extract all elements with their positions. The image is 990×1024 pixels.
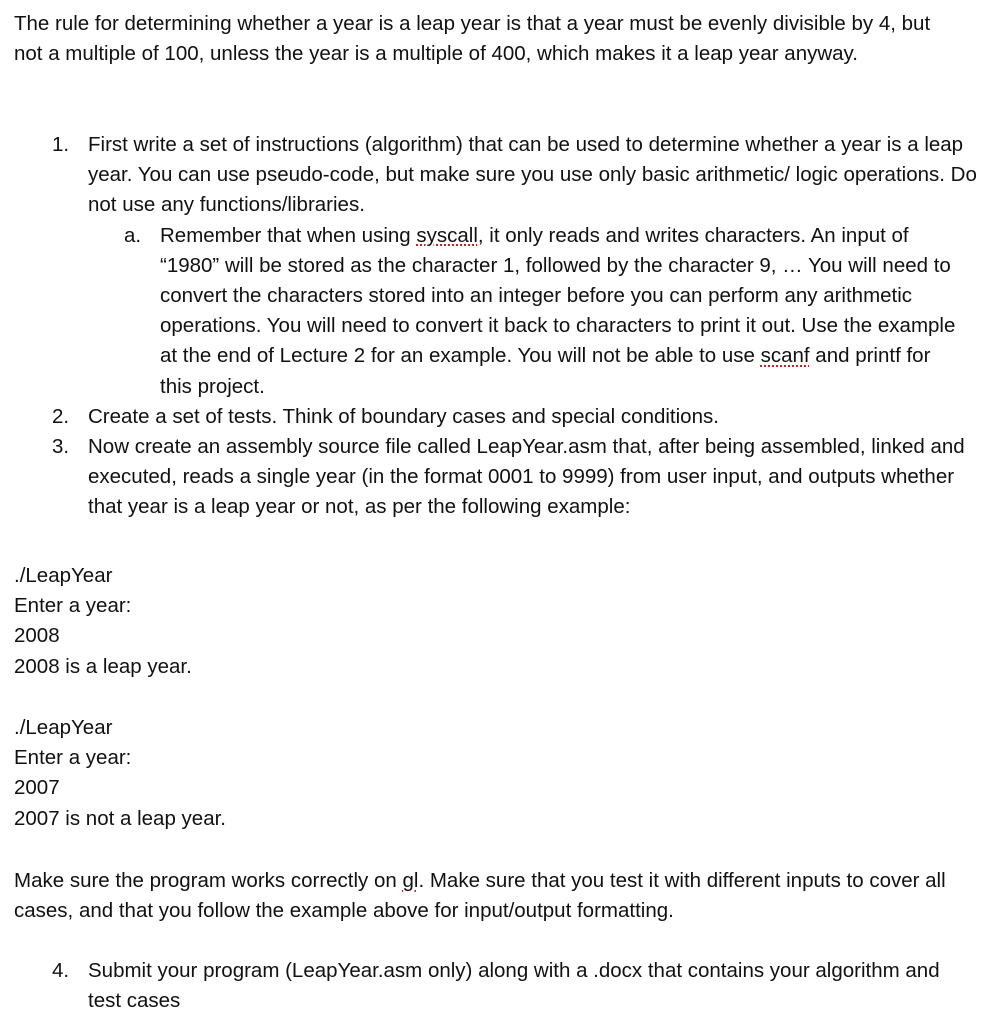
text-run: Remember that when using xyxy=(160,223,417,247)
example-command: ./LeapYear xyxy=(14,564,113,587)
example-command: ./LeapYear xyxy=(14,716,113,739)
list-item-text: First write a set of instructions (algorithm) that can be used to determine whether a year is a leap year. You can use pseudo-code, but make sure you use only basic arithmetic/ logic operations. Do not use any functions/libraries. xyxy=(88,133,977,217)
example-prompt: Enter a year: xyxy=(14,746,132,770)
list-number: 4. xyxy=(52,959,70,982)
example-prompt: Enter a year: xyxy=(14,594,132,618)
sub-list-letter: a. xyxy=(124,223,142,247)
spellcheck-word: syscall xyxy=(416,223,478,247)
note-paragraph xyxy=(14,866,964,926)
example-input: 2007 xyxy=(14,776,60,800)
list-number: 2. xyxy=(52,404,70,428)
document-page xyxy=(14,9,978,1013)
text-run: . Make sure that you test it with different inputs to cover all cases, and that you follow the example above for input/output formatting. xyxy=(14,869,946,923)
spellcheck-word: scanf xyxy=(760,344,810,368)
text-run: and printf for this project. xyxy=(160,344,931,398)
list-item-2 xyxy=(52,402,978,432)
list-item-text: Create a set of tests. Think of boundary cases and special conditions. xyxy=(88,404,719,428)
list-number: 3. xyxy=(52,435,70,459)
instructions-list xyxy=(52,130,978,523)
spellcheck-word: gl xyxy=(402,869,419,892)
list-number: 1. xyxy=(52,133,70,156)
list-item-3 xyxy=(52,432,978,523)
example-input: 2008 xyxy=(14,624,60,648)
example-output: 2007 is not a leap year. xyxy=(14,806,226,830)
list-item-text: Submit your program (LeapYear.asm only) along with a .docx that contains your algorithm and test cases xyxy=(88,959,940,1013)
text-run: , it only reads and writes characters. An input of “1980” will be stored as the character 1, followed by the character 9, … You will need to convert the characters stored into an integer before you can perform any arithmetic operations. You will need to convert it back to characters to print it out. Use the example at the end of Lecture 2 for an example. You will not be able to use xyxy=(160,223,956,368)
intro-paragraph: The rule for determining whether a year is a leap year is that a year must be evenly divisible by 4, but not a multiple of 100, unless the year is a multiple of 400, which makes it a leap year anyway. xyxy=(14,12,931,66)
list-item-1 xyxy=(52,130,978,402)
instructions-list-continued xyxy=(52,956,978,1016)
sub-item-text xyxy=(160,221,966,402)
example-2 xyxy=(14,713,226,834)
list-item-text: Now create an assembly source file called LeapYear.asm that, after being assembled, linked and executed, reads a single year (in the format 0001 to 9999) from user input, and outputs whether that year is a leap year or not, as per the following example: xyxy=(88,435,965,519)
example-1 xyxy=(14,561,192,682)
sub-item-a xyxy=(124,221,966,402)
example-output: 2008 is a leap year. xyxy=(14,654,192,678)
list-item-4 xyxy=(52,956,978,1016)
text-run: Make sure the program works correctly on xyxy=(14,869,403,892)
